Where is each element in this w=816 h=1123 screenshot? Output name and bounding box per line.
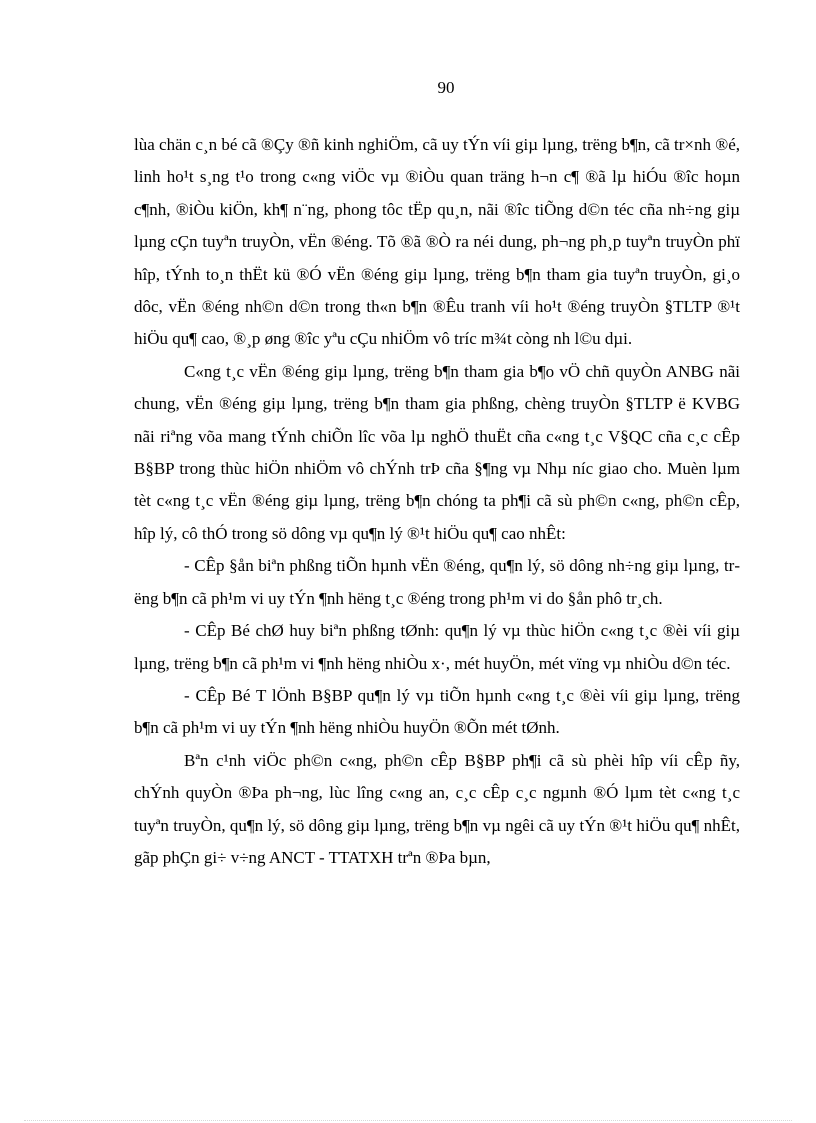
paragraph-5: - CÊp Bé T lÖnh B§BP qu¶n lý vµ tiÕn hµnh c«ng t¸c ®èi víi giµ lµng, trëng b¶n cã ph¹m vi uy tÝn ¶nh hëng nhiÒu huyÖn ®Õn mét tØnh. — [134, 685, 740, 738]
paragraph-2: C«ng t¸c vËn ®éng giµ lµng, trëng b¶n tham gia b¶o vÖ chñ quyÒn ANBG nãi chung, vËn ®éng giµ lµng, trëng b¶n tham gia phßng, chèng truyÒn §TLTP ë KVBG nãi riªng võa mang tÝnh chiÕn lîc võa lµ nghÖ thuËt cña c«ng t¸c V§QC cña c¸c cÊp B§BP trong thùc hiÖn nhiÖm vô chÝnh trÞ cña §¶ng vµ Nhµ níc giao cho. Muèn lµm tèt c«ng t¸c vËn ®éng giµ lµng, trëng b¶n chóng ta ph¶i cã sù ph©n c«ng, ph©n cÊp, hîp lý, cô thÓ trong sö dông vµ qu¶n lý ®¹t hiÖu qu¶ cao nhÊt: — [134, 361, 740, 543]
paragraph-6: Bªn c¹nh viÖc ph©n c«ng, ph©n cÊp B§BP ph¶i cã sù phèi hîp víi cÊp ñy, chÝnh quyÒn ®Þa ph¬ng, lùc lîng c«ng an, c¸c cÊp c¸c ngµnh ®Ó lµm tèt c«ng t¸c tuyªn truyÒn, qu¶n lý, sö dông giµ lµng, trëng b¶n vµ ngêi cã uy tÝn ®¹t hiÖu qu¶ nhÊt, gãp phÇn gi÷ v÷ng ANCT - TTATXH trªn ®Þa bµn, — [134, 750, 740, 867]
paragraph-4: - CÊp Bé chØ huy biªn phßng tØnh: qu¶n lý vµ thùc hiÖn c«ng t¸c ®èi víi giµ lµng, trëng b¶n cã ph¹m vi ¶nh hëng nhiÒu x·, mét huyÖn, mét vïng vµ nhiÒu d©n téc. — [134, 621, 740, 673]
page-number: 90 — [437, 78, 455, 97]
paragraph-1: lùa chän c¸n bé cã ®Çy ®ñ kinh nghiÖm, cã uy tÝn víi giµ lµng, trëng b¶n, cã tr×nh ®é, linh ho¹t s¸ng t¹o trong c«ng viÖc vµ ®iÒu quan träng h¬n c¶ ®ã lµ hiÓu ®îc hoµn c¶nh, ®iÒu kiÖn, kh¶ n¨ng, phong tôc tËp qu¸n, nãi ®îc tiÕng d©n téc cña nh÷ng giµ lµng cÇn tuyªn truyÒn, vËn ®éng. Tõ ®ã ®Ò ra néi dung, ph¬ng ph¸p tuyªn truyÒn phï hîp, tÝnh to¸n thËt kü ®Ó vËn ®éng giµ lµng, trëng b¶n tham gia tuyªn truyÒn, gi¸o dôc, vËn ®éng nh©n d©n trong th«n b¶n ®Êu tranh víi ho¹t ®éng truyÒn §TLTP ®¹t hiÖu qu¶ cao, ®¸p øng ®îc yªu cÇu nhiÖm vô tríc m¾t còng nh l©u dµi. — [134, 135, 740, 349]
document-body — [134, 129, 740, 874]
paragraph-3: - CÊp §ån biªn phßng tiÕn hµnh vËn ®éng, qu¶n lý, sö dông nh÷ng giµ lµng, trëng b¶n cã ph¹m vi uy tÝn ¶nh hëng t¸c ®éng trong ph¹m vi do §ån phô tr¸ch. — [134, 556, 740, 608]
page-bottom-divider — [24, 1120, 792, 1121]
